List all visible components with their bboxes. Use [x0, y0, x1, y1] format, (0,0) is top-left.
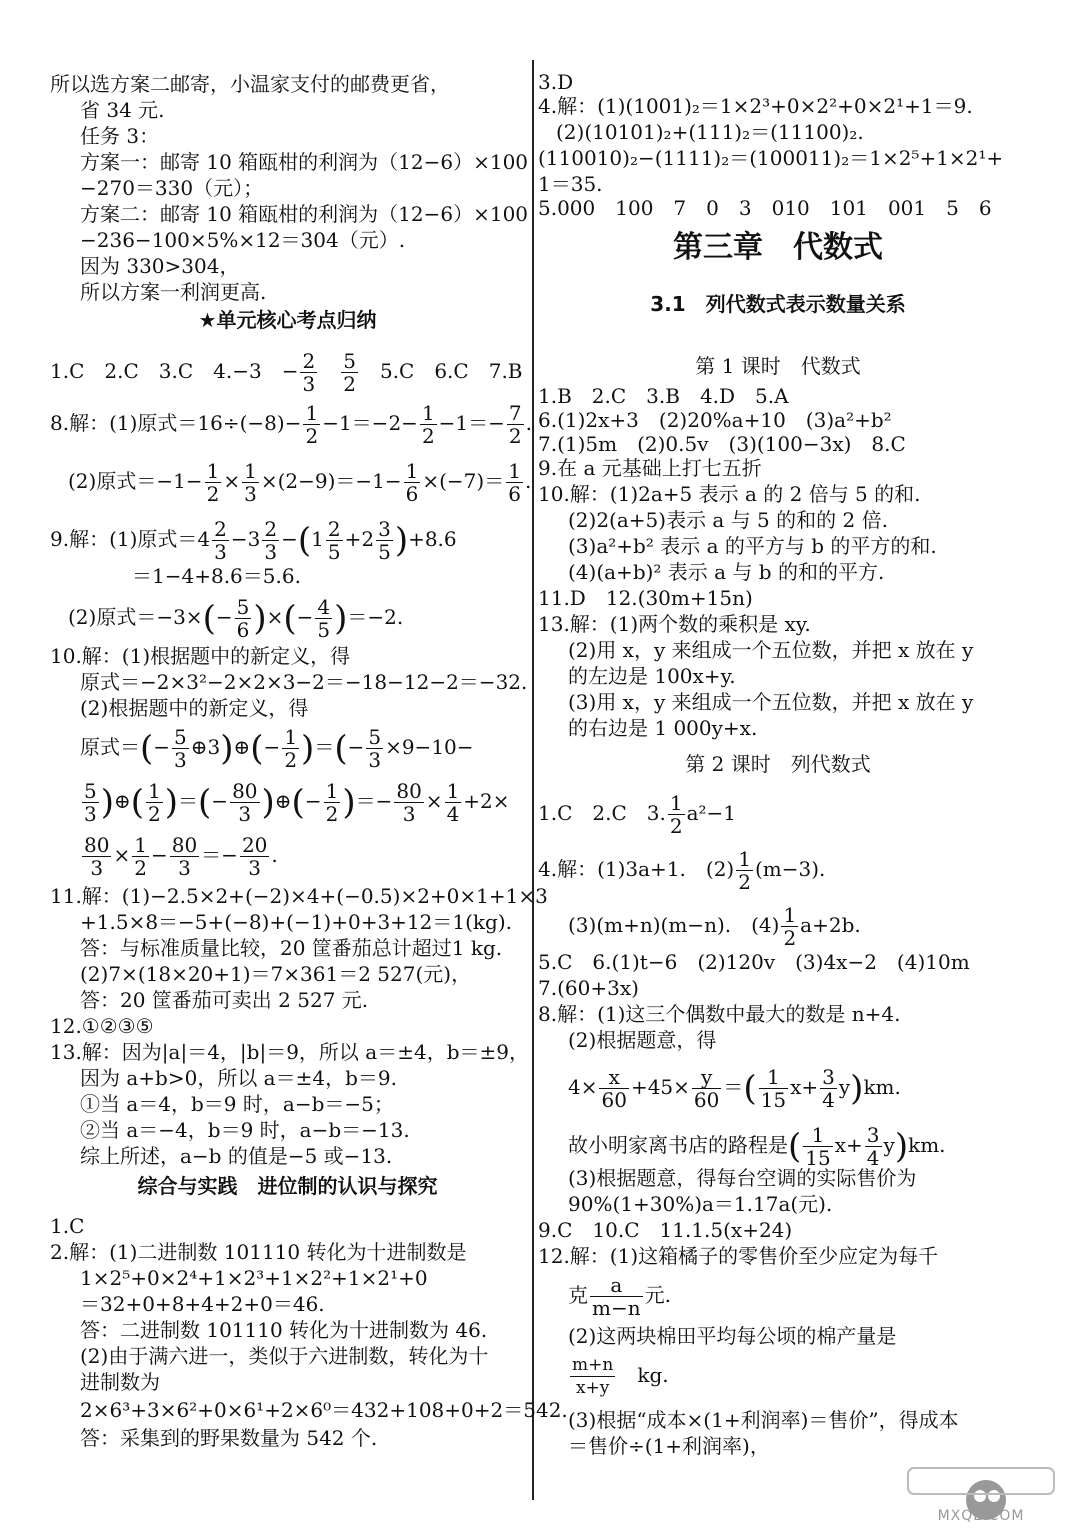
- text-line: 所以方案一利润更高.: [80, 280, 267, 304]
- text-line: ①当 a＝4，b＝9 时，a−b＝−5；: [80, 1092, 394, 1116]
- text-line: (2)(10101)₂+(111)₂＝(11100)₂.: [556, 120, 864, 144]
- text-line: 任务 3：: [80, 124, 160, 148]
- text-line: ＝售价÷(1+利润率)，: [568, 1434, 770, 1458]
- text-line: 13.解：(1)两个数的乘积是 xy.: [538, 612, 811, 636]
- answer-line-9-2: ＝1−4+8.6＝5.6.: [132, 564, 301, 588]
- text-line: 9.在 a 元基础上打七五折: [538, 456, 762, 480]
- text-line: 7.(1)5m (2)0.5v (3)(100−3x) 8.C: [538, 432, 906, 456]
- answer-line-4b: (3)(m+n)(m−n). (4) $\frac{1}{2}$ a+2b.: [568, 903, 861, 950]
- answer-line-8-1: 8.解：(1)原式＝16÷(−8)− $\frac{1}{2}$ −1＝−2− $\frac{1}{2}$ −1＝− $\frac{7}{2}$ .: [50, 401, 533, 448]
- answer-line-8-2: (2)原式＝−1− $\frac{1}{2}$ × $\frac{1}{3}$ ×(2−9)＝−1− $\frac{1}{6}$ ×(−7)＝ $\frac{1}{6}$ .: [68, 459, 532, 506]
- answer-line-12: 12.①②③⑤: [50, 1014, 154, 1038]
- answer-line-10-3: (2)根据题中的新定义，得: [80, 696, 309, 720]
- text-line: 7.(60+3x): [538, 976, 639, 1000]
- text-line: 进制数为: [80, 1370, 160, 1394]
- text-line: 2.解：(1)二进制数 101110 转化为十进制数是: [50, 1240, 467, 1264]
- answer-line-10-5: $\frac{5}{3}$ )⊕( $\frac{1}{2}$ )＝(− $\frac{80}{3}$ )⊕(− $\frac{1}{2}$ )＝− $\frac{80}{3}$ × $\frac{1}{4}$ +2×: [84, 779, 510, 826]
- answer-line-4: 4.解：(1)3a+1. (2) $\frac{1}{2}$ (m−3).: [538, 847, 826, 894]
- section-title: 3.1 列代数式表示数量关系: [650, 292, 906, 316]
- text-line: −236−100×5%×12＝304（元）.: [80, 228, 406, 252]
- text-line: (2)这两块棉田平均每公顷的棉产量是: [568, 1324, 897, 1348]
- text-line: 10.解：(1)2a+5 表示 a 的 2 倍与 5 的和.: [538, 482, 921, 506]
- answer-line-9-3: (2)原式＝−3×(− $\frac{5}{6}$ )×(− $\frac{4}{5}$ )＝−2.: [68, 595, 404, 642]
- column-divider: [532, 60, 534, 1500]
- text-line: 2×6³+3×6²+0×6¹+2×6⁰＝432+108+0+2＝542.: [80, 1398, 568, 1422]
- text-line: +1.5×8＝−5+(−8)+(−1)+0+3+12＝1(kg).: [80, 910, 513, 934]
- text-line: −270＝330（元）；: [80, 176, 264, 200]
- text-line: (2)用 x，y 来组成一个五位数，并把 x 放在 y: [568, 638, 974, 662]
- text-line: 4.解：(1)(1001)₂＝1×2³+0×2²+0×2¹+1＝9.: [538, 94, 973, 118]
- answer-line-10-6: $\frac{80}{3}$ × $\frac{1}{2}$ − $\frac{80}{3}$ ＝− $\frac{20}{3}$ .: [84, 833, 278, 880]
- text-line: 5.000 100 7 0 3 010 101 001 5 6: [538, 196, 992, 220]
- text-line: (3)用 x，y 来组成一个五位数，并把 x 放在 y: [568, 690, 974, 714]
- text-line: 方案二：邮寄 10 箱瓯柑的利润为（12−6）×100: [80, 202, 529, 226]
- answer-line-1-3: 1.C 2.C 3. $\frac{1}{2}$ a²−1: [538, 791, 737, 838]
- text-line: 5.C 6.(1)t−6 (2)120v (3)4x−2 (4)10m: [538, 950, 970, 974]
- answer-line-12-2: $\frac{m+n}{x+y}$ kg.: [572, 1355, 669, 1398]
- text-line: 省 34 元.: [80, 98, 165, 122]
- text-line: 所以选方案二邮寄，小温家支付的邮费更省，: [50, 72, 450, 96]
- answer-line-8-formula: 4× $\frac{x}{60}$ +45× $\frac{y}{60}$ ＝( $\frac{1}{15}$ x+ $\frac{3}{4}$ y)km.: [568, 1065, 901, 1112]
- text-line: 3.D: [538, 70, 574, 94]
- text-line: 1.C: [50, 1214, 85, 1238]
- text-line: 方案一：邮寄 10 箱瓯柑的利润为（12−6）×100: [80, 150, 529, 174]
- text-line: 的右边是 1 000y+x.: [568, 716, 758, 740]
- chapter-title: 第三章 代数式: [673, 230, 883, 265]
- text-line: ②当 a＝−4，b＝9 时，a−b＝−13.: [80, 1118, 410, 1142]
- text-line: (3)根据题意，得每台空调的实际售价为: [568, 1166, 917, 1190]
- lesson-title: 第 2 课时 列代数式: [685, 752, 871, 776]
- watermark-text: MXQE.COM: [937, 1508, 1025, 1524]
- text-line: 因为 a+b>0，所以 a＝±4，b＝9.: [80, 1066, 397, 1090]
- text-line: 8.解：(1)这三个偶数中最大的数是 n+4.: [538, 1002, 901, 1026]
- text-line: 1＝35.: [538, 172, 603, 196]
- answer-line-11: 11.解：(1)−2.5×2+(−2)×4+(−0.5)×2+0×1+1×3: [50, 884, 548, 908]
- text-line: 6.(1)2x+3 (2)20%a+10 (3)a²+b²: [538, 408, 892, 432]
- text-line: ＝32+0+8+4+2+0＝46.: [80, 1292, 325, 1316]
- text-line: 答：二进制数 101110 转化为十进制数为 46.: [80, 1318, 488, 1342]
- answer-line-1-7: 1.C 2.C 3.C 4.−3 − $\frac{2}{3}$ $\frac{5}{2}$ 5.C 6.C 7.B: [50, 349, 523, 396]
- text-line: (3)根据“成本×(1+利润率)＝售价”，得成本: [568, 1408, 959, 1432]
- section-heading: ★单元核心考点归纳: [198, 308, 377, 332]
- lesson-title: 第 1 课时 代数式: [695, 354, 861, 378]
- text-line: (3)a²+b² 表示 a 的平方与 b 的平方的和.: [568, 534, 937, 558]
- answer-line-9-1: 9.解：(1)原式＝4 $\frac{2}{3}$ −3 $\frac{2}{3}$ −(1 $\frac{2}{5}$ +2 $\frac{3}{5}$ )+8.6: [50, 517, 457, 564]
- text-line: (2)由于满六进一，类似于六进制数，转化为十: [80, 1344, 489, 1368]
- watermark-logo: [906, 1464, 1056, 1524]
- answer-line-10-1: 10.解：(1)根据题中的新定义，得: [50, 644, 351, 668]
- text-line: (2)2(a+5)表示 a 与 5 的和的 2 倍.: [568, 508, 888, 532]
- text-line: 1×2⁵+0×2⁴+1×2³+1×2²+1×2¹+0: [80, 1266, 428, 1290]
- text-line: 因为 330>304，: [80, 254, 240, 278]
- text-line: (2)根据题意，得: [568, 1028, 717, 1052]
- text-line: 12.解：(1)这箱橘子的零售价至少应定为每千: [538, 1244, 939, 1268]
- text-line: 答：与标准质量比较，20 筐番茄总计超过1 kg.: [80, 936, 503, 960]
- answer-line-10-4: 原式＝(− $\frac{5}{3}$ ⊕3)⊕(− $\frac{1}{2}$ )＝(− $\frac{5}{3}$ ×9−10−: [80, 725, 474, 772]
- answer-line-13: 13.解：因为|a|＝4，|b|＝9，所以 a＝±4，b＝±9，: [50, 1040, 529, 1064]
- text-line: 答：20 筐番茄可卖出 2 527 元.: [80, 988, 369, 1012]
- text-line: 11.D 12.(30m+15n): [538, 586, 753, 610]
- text-line: 综上所述，a−b 的值是−5 或−13.: [80, 1144, 393, 1168]
- text-line: 1.B 2.C 3.B 4.D 5.A: [538, 384, 789, 408]
- answer-line-10-2: 原式＝−2×3²−2×2×3−2＝−18−12−2＝−32.: [80, 670, 528, 694]
- text-line: 90%(1+30%)a＝1.17a(元).: [568, 1192, 833, 1216]
- text-line: 答：采集到的野果数量为 542 个.: [80, 1426, 378, 1450]
- text-line: 9.C 10.C 11.1.5(x+24): [538, 1218, 793, 1242]
- answer-line-12-1: 克 $\frac{a}{m-n}$ 元.: [568, 1273, 671, 1320]
- section-heading: 综合与实践 进位制的认识与探究: [137, 1174, 438, 1198]
- text-line: (110010)₂−(1111)₂＝(100011)₂＝1×2⁵+1×2¹+: [538, 146, 1004, 170]
- text-line: 的左边是 100x+y.: [568, 664, 736, 688]
- text-line: (2)7×(18×20+1)＝7×361＝2 527(元)，: [80, 962, 472, 986]
- text-line: (4)(a+b)² 表示 a 与 b 的和的平方.: [568, 560, 885, 584]
- answer-line-8-distance: 故小明家离书店的路程是( $\frac{1}{15}$ x+ $\frac{3}{4}$ y)km.: [568, 1123, 946, 1170]
